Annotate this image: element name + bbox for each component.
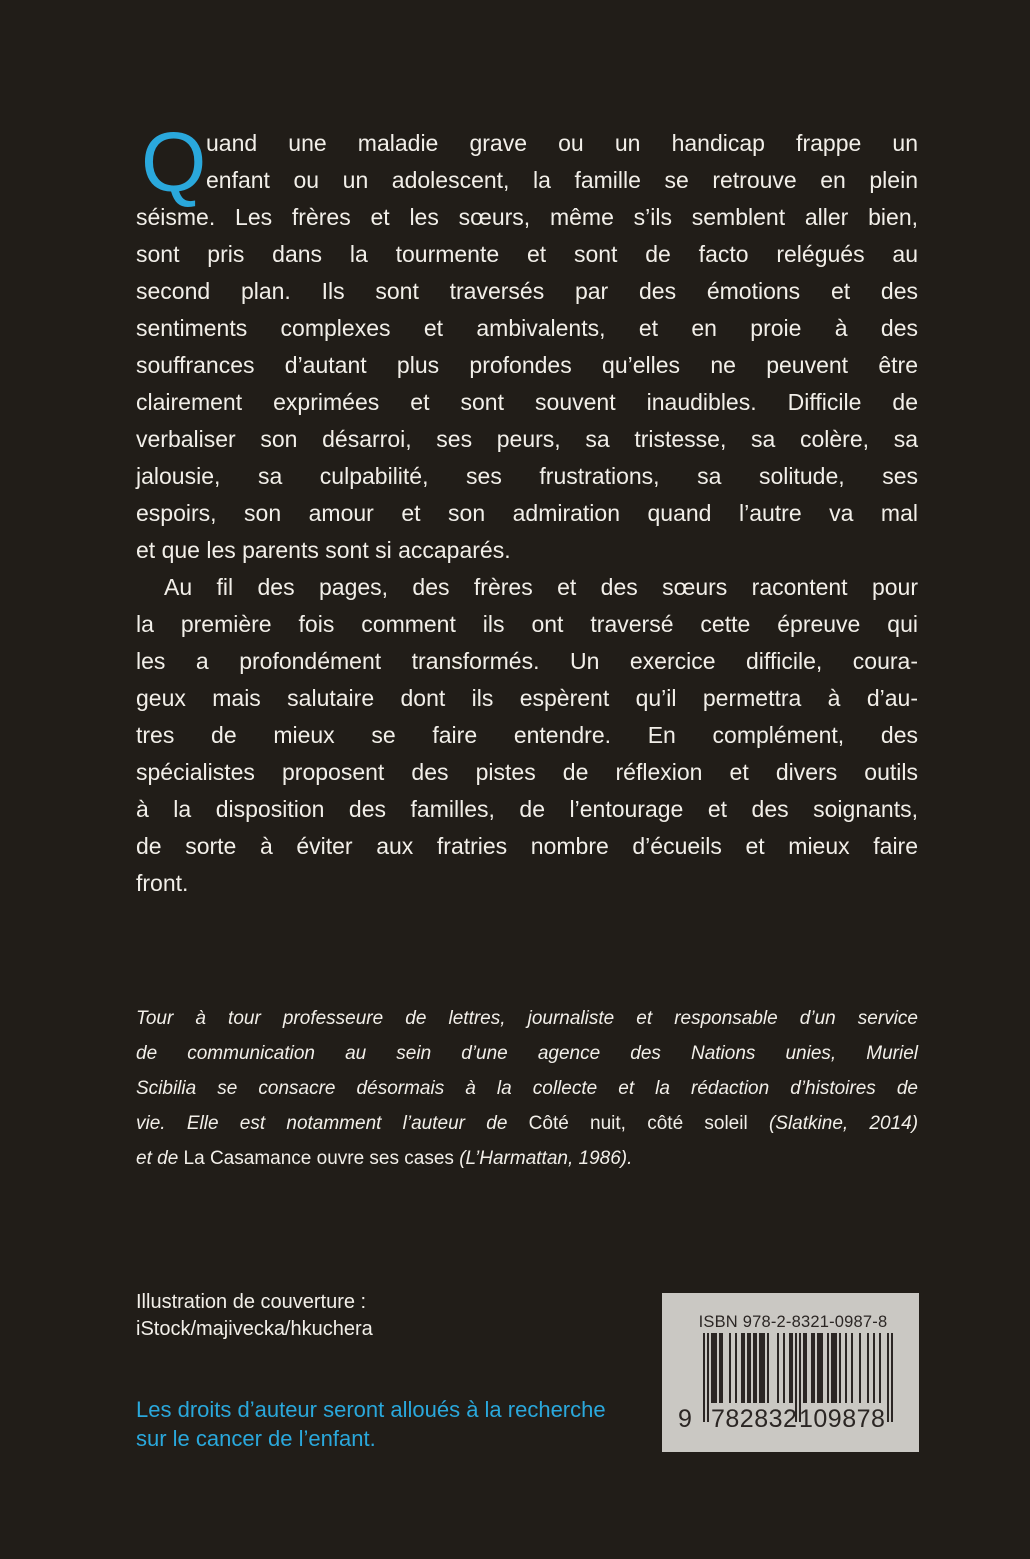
isbn-barcode-block <box>662 1293 919 1452</box>
text-line: iStock/majivecka/hkuchera <box>136 1318 373 1340</box>
author-bio <box>136 1001 918 1176</box>
barcode-digits-right: 109878 <box>799 1405 886 1433</box>
text-line: Illustration de couverture : <box>136 1291 367 1313</box>
text-line: enfant ou un adolescent, la famille se retrouve en plein <box>206 167 918 193</box>
barcode-digit-lead: 9 <box>678 1405 693 1433</box>
text-line: sentiments complexes et ambivalents, et en proie à des <box>136 315 918 341</box>
text-line: la première fois comment ils ont traversé cette épreuve qui <box>136 611 918 637</box>
text-line: tres de mieux se faire entendre. En complément, des <box>136 722 918 748</box>
text-line: Au fil des pages, des frères et des sœurs racontent pour <box>164 574 918 600</box>
text-line: Tour à tour professeure de lettres, journaliste et responsable d’un service <box>136 1008 918 1029</box>
text-line: séisme. Les frères et les sœurs, même s’ils semblent aller bien, <box>136 204 918 230</box>
text-line: à la disposition des familles, de l’entourage et des soignants, <box>136 796 918 822</box>
dropcap-letter: Q <box>141 115 207 209</box>
text-line: de sorte à éviter aux fratries nombre d’écueils et mieux faire <box>136 833 918 859</box>
paragraph-1-dropcap-lines <box>136 125 918 199</box>
text-line: les a profondément transformés. Un exercice difficile, coura- <box>136 648 918 674</box>
text-line: sont pris dans la tourmente et sont de facto relégués au <box>136 241 918 267</box>
isbn-number-label: ISBN 978-2-8321-0987-8 <box>698 1313 888 1331</box>
text-line: Les droits d’auteur seront alloués à la recherche <box>136 1397 606 1422</box>
paragraph-2 <box>136 569 918 902</box>
text-line: de communication au sein d’une agence des Nations unies, Muriel <box>136 1043 918 1064</box>
text-line: et de La Casamance ouvre ses cases (L’Harmattan, 1986). <box>136 1148 633 1169</box>
text-line: verbaliser son désarroi, ses peurs, sa tristesse, sa colère, sa <box>136 426 918 452</box>
text-line: geux mais salutaire dont ils espèrent qu’il permettra à d’au- <box>136 685 918 711</box>
text-line: vie. Elle est notamment l’auteur de Côté nuit, côté soleil (Slatkine, 2014) <box>136 1113 919 1134</box>
text-line: et que les parents sont si accaparés. <box>136 537 511 563</box>
text-line: second plan. Ils sont traversés par des émotions et des <box>136 278 918 304</box>
paragraph-1 <box>136 199 918 569</box>
text-line: sur le cancer de l’enfant. <box>136 1426 376 1451</box>
text-line: spécialistes proposent des pistes de réflexion et divers outils <box>136 759 918 785</box>
text-line: espoirs, son amour et son admiration quand l’autre va mal <box>136 500 918 526</box>
text-line: front. <box>136 870 189 896</box>
barcode-digits <box>662 1405 919 1433</box>
barcode-digits-left: 782832 <box>711 1405 798 1433</box>
text-line: jalousie, sa culpabilité, ses frustrations, sa solitude, ses <box>136 463 918 489</box>
text-line: souffrances d’autant plus profondes qu’elles ne peuvent être <box>136 352 918 378</box>
text-line: clairement exprimées et sont souvent inaudibles. Difficile de <box>136 389 918 415</box>
text-line: Scibilia se consacre désormais à la collecte et la rédaction d’histoires de <box>136 1078 918 1099</box>
text-line: uand une maladie grave ou un handicap frappe un <box>206 130 918 156</box>
